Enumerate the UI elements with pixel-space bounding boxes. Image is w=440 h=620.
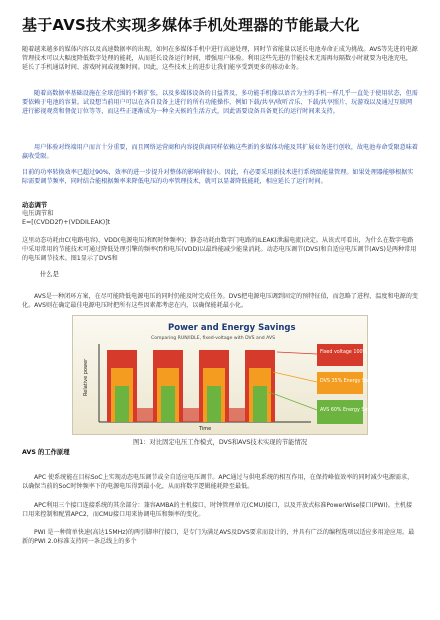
figure-caption: 图1：对比固定电压工作模式，DVS和AVS技术实现的节能情况 [132,439,308,446]
paragraph-efficiency: 目前的功率转换效率已超过90%，效率的进一步提升对整体的影响将很小。因此，有必要采用新技术进行系统级能量管理。如果处理器能够根据实际需要调节频率，同时结合能根据频率来降低电压的功率管理技术，就可以显著降低能耗，相应延长了运行时间。 [22,169,414,185]
heading-what-is: 什么是 [40,271,59,278]
formula-label: 电压调节和 [22,210,54,217]
fixed-callout: Fixed voltage 100% Energy [320,350,386,355]
power-savings-chart [73,316,386,434]
power-savings-figure [72,315,386,435]
avs-callout: AVS 60% Energy Saved [320,408,377,413]
paragraph-apc-interfaces: APC利用三个接口连接系统的其余部分：兼容AMBA的主机接口，时钟管理单元(CMU)接口，以及开放式标准PowerWise接口(PWI)。主机接口用来控制和配置APC2，而CMU接口用来协调电压和频率的变化。 [22,502,413,518]
paragraph-pwi: PWI 是一种简单快速(高达15MHz)的两引脚串行接口，是专门为满足AVS及DVS要求而设计的，并具有广泛的编程选项以适应多用途应用。最新的PWI 2.0标准支持同一条总线上的多个 [22,529,415,545]
paragraph-apc: APC 使系统能在目标SoC上实现动态电压调节或全自适应电压调节。APC通过与供电系统的相互作用，在保持峰值效率的同时减少电源需求，以确保当前的SoC时钟频率下的电源电压得到最小化，从而将数字逻辑能耗降至最低。 [22,474,414,490]
dvs-callout: DVS 35% Energy Saved [320,379,377,384]
heading-avs-principle: AVS 的工作原理 [22,449,70,456]
x-axis-label: Time [199,426,212,432]
heading-dynamic-regulation: 动态调节 [22,202,48,209]
fixed-callout-box [317,344,363,366]
energy-formula: E=[(CVDD2f)+(VDDILEAK)]t [22,219,111,226]
paragraph-user-experience: 用户体验对终端用户而言十分重要，而且网络运营商和内容提供商同样依赖这些新的多媒体功能及其扩展业务进行创收，故电池寿命受限意味着赢收受限。 [22,144,418,160]
paragraph-avs-definition: AVS是一种闭环方案，在尽可能降低电源电压的同时仍能及时完成任务。DVS把电源电压调到固定的预特征值，而忽略了进程、温度和电源的变化。AVS则在确定最佳电源电压时把所有这些因素都考虑在内，以确保能耗最小化。 [22,293,418,309]
y-axis-label: Relative power [83,358,89,396]
figure-sub-title: Comparing RUN/IDLE, fixed-voltage with DVS and AVS [151,336,276,341]
paragraph-intro: 随着越来越多的媒体内容以及高速数据率的出现，如何在多媒体手机中进行高速处理，同时节省能量以延长电池寿命正成为挑战。AVS等先进的电源管理技术可以大幅度降低数字处理的能耗，从而延长设备运行时间，增强用户体验。利用这些先进的节能技术无需再每隔数小时就要为电池充电，延长了手机通话时间、游戏时间或视频时间。因此，这些技术上的进步让我们能享受到更多的移动业务。 [22,46,418,71]
document-title: 基于AVS技术实现多媒体手机处理器的节能最大化 [22,16,360,34]
paragraph-background: 随着高数据率基础设施在全球范围的不断扩张，以及多媒体设备的日益普及，多功能手机像以语音为主的手机一样几乎一直处于使用状态，但需要依赖于电池的容量。试设想当前用户可以在各自设备上进行的所有功能操作，例如下载/共享/收听音乐、下载/共享照片、玩游戏以及通过互联网进行影视观赏和督促订位等等，而这些正逐渐成为一种全天候的生活方式，因此需要设备具备更长的运行时间来支持。 [22,90,418,115]
paragraph-leakage: 这里动态功耗由C(电路电容)、VDD(电源电压)和f(时钟频率)；静态功耗由数字门电路的ILEAK(泄漏电流)决定。从该式可看出，为什么在数字电路中采用常用的节能技术可通过降低处理引擎的频率(f)和电压(VDD)以最终能减少能量消耗。动态电压调节(DVS)和自适应电压调节(AVS)是两种常用的电压调节技术。图1显示了DVS和 [22,237,417,262]
figure-main-title: Power and Energy Savings [168,323,296,333]
